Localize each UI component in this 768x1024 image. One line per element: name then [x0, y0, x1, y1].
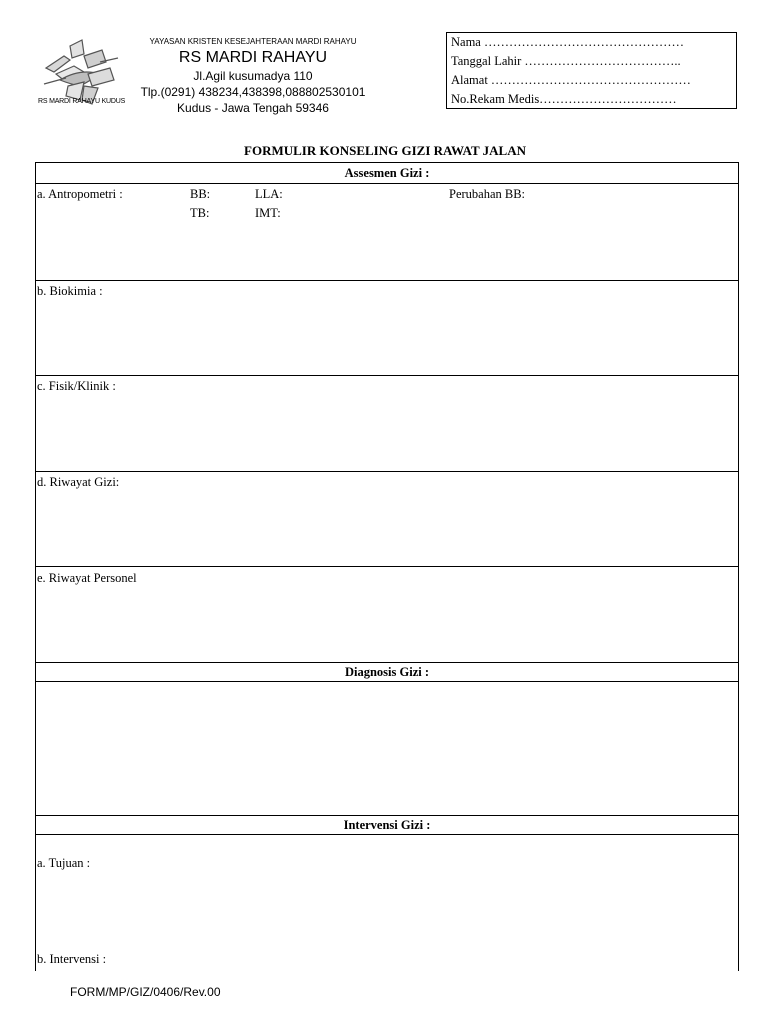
tujuan-label: a. Tujuan : — [37, 856, 91, 870]
form-code: FORM/MP/GIZ/0406/Rev.00 — [70, 985, 221, 999]
intervensi-label: b. Intervensi : — [37, 952, 107, 966]
form-table — [35, 162, 739, 970]
patient-identity-box — [446, 32, 737, 109]
address-field[interactable]: Alamat ………………………………………… — [451, 73, 691, 87]
birth-date-field[interactable]: Tanggal Lahir ……………………………….. — [451, 54, 681, 68]
bb-label: BB: — [190, 187, 211, 201]
form-title: FORMULIR KONSELING GIZI RAWAT JALAN — [244, 143, 526, 158]
antropometri-label: a. Antropometri : — [37, 187, 123, 201]
divider — [35, 681, 739, 682]
hospital-city: Kudus - Jawa Tengah 59346 — [177, 101, 329, 115]
divider — [35, 183, 739, 184]
foundation-name: YAYASAN KRISTEN KESEJAHTERAAN MARDI RAHAYU — [149, 37, 357, 46]
diagnosis-heading: Diagnosis Gizi : — [344, 665, 430, 679]
logo-caption: RS MARDI RAHAYU KUDUS — [38, 98, 126, 105]
perubahan-bb-label: Perubahan BB: — [449, 187, 526, 201]
hospital-phone: Tlp.(0291) 438234,438398,088802530101 — [140, 85, 366, 99]
hospital-name: RS MARDI RAHAYU — [178, 49, 328, 66]
divider — [35, 834, 739, 835]
riwayat-gizi-label: d. Riwayat Gizi: — [37, 475, 120, 489]
hospital-address: Jl.Agil kusumadya 110 — [193, 69, 313, 83]
lla-label: LLA: — [255, 187, 283, 201]
biokimia-label: b. Biokimia : — [37, 284, 103, 298]
riwayat-personel-label: e. Riwayat Personel — [37, 571, 137, 585]
divider — [35, 566, 739, 567]
fisik-klinik-label: c. Fisik/Klinik : — [37, 379, 116, 393]
hospital-header — [125, 36, 381, 116]
hospital-logo-icon — [40, 38, 122, 118]
imt-label: IMT: — [255, 206, 281, 220]
divider — [35, 375, 739, 376]
divider — [35, 471, 739, 472]
intervensi-heading: Intervensi Gizi : — [343, 818, 431, 832]
assesmen-heading: Assesmen Gizi : — [344, 166, 430, 180]
divider — [35, 280, 739, 281]
patient-name-field[interactable]: Nama ………………………………………… — [451, 35, 684, 49]
medical-record-field[interactable]: No.Rekam Medis…………………………… — [451, 92, 677, 106]
tb-label: TB: — [190, 206, 210, 220]
